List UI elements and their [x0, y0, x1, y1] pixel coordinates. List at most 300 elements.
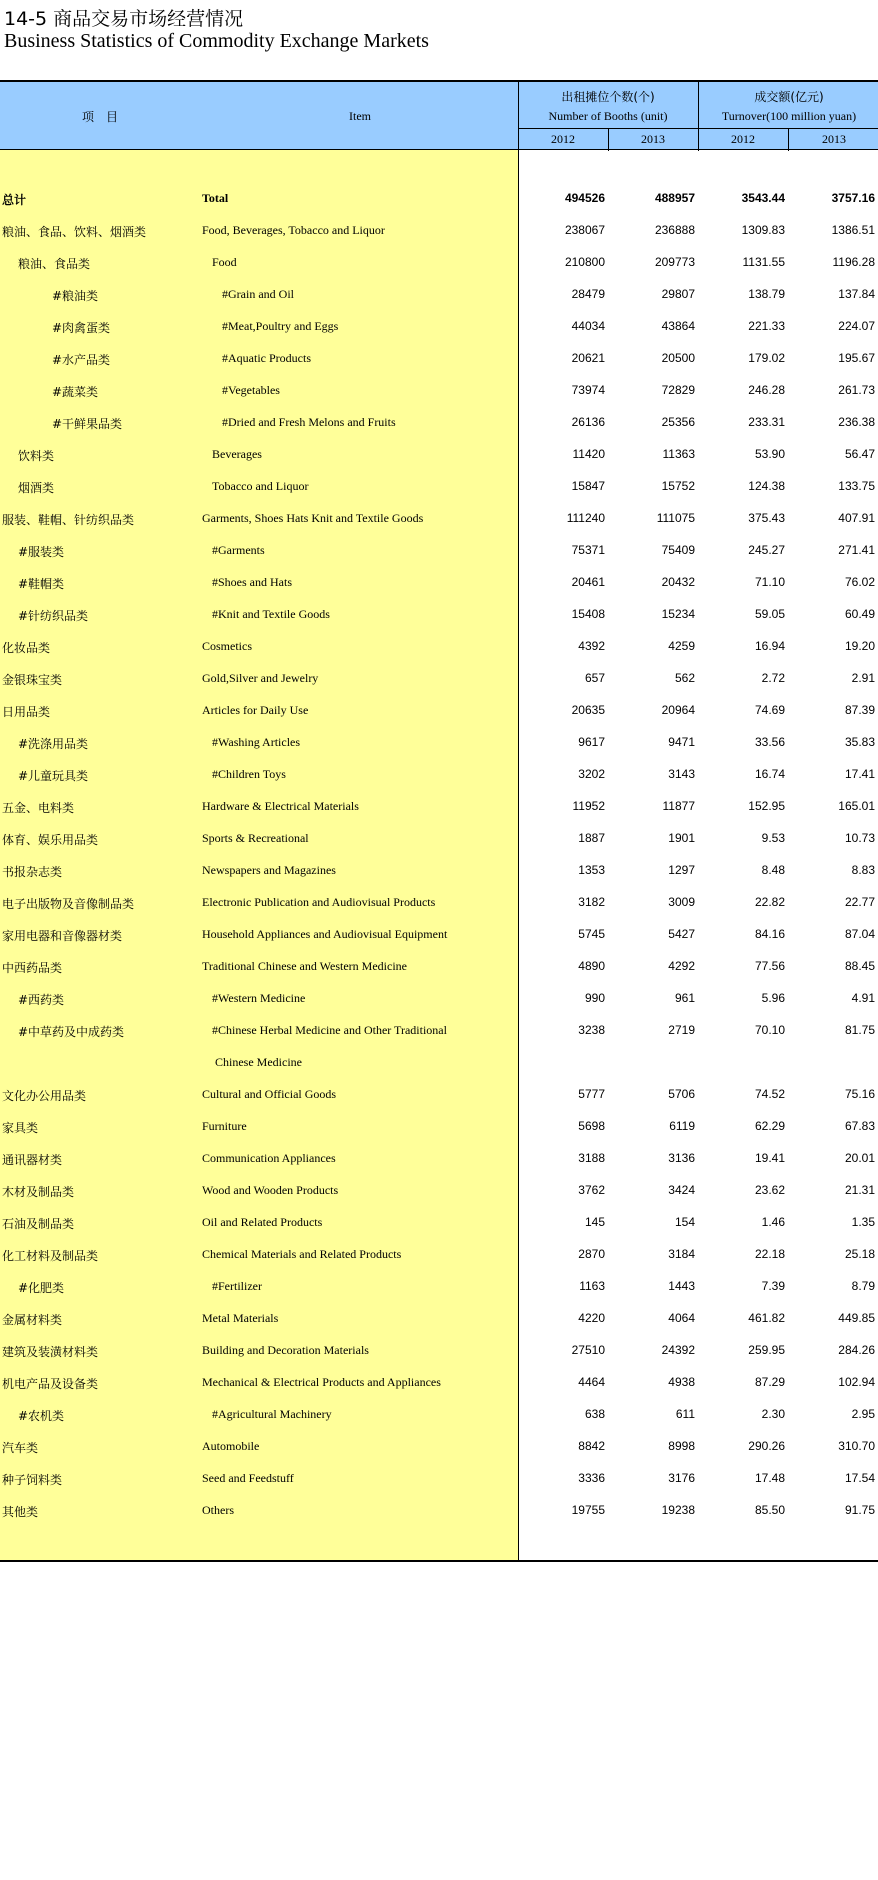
header-divider	[608, 128, 609, 151]
booths-2012-value: 238067	[564, 223, 605, 237]
booths-2013-value: 236888	[654, 223, 695, 237]
table-row	[0, 823, 878, 855]
booths-2013-value: 15234	[661, 607, 695, 621]
row-label-cn: 文化办公用品类	[2, 1089, 87, 1103]
booths-2013-value: 154	[674, 1215, 695, 1229]
booths-2012-value: 990	[584, 991, 605, 1005]
table-row	[0, 1303, 878, 1335]
row-label-en: Mechanical & Electrical Products and Appliances	[202, 1375, 441, 1389]
turnover-2013-value: 133.75	[838, 479, 875, 493]
turnover-2013-value: 87.04	[844, 927, 875, 941]
header-item-en: Item	[349, 109, 371, 123]
booths-2012-value: 26136	[571, 415, 605, 429]
booths-2012-value: 3762	[578, 1183, 605, 1197]
row-label-en: Building and Decoration Materials	[202, 1343, 369, 1357]
booths-2013-value: 20964	[661, 703, 695, 717]
turnover-2012-value: 290.26	[748, 1439, 785, 1453]
row-label-en: Total	[202, 191, 229, 205]
table-row	[0, 1143, 878, 1175]
booths-2012-value: 3188	[578, 1151, 605, 1165]
row-label-en: Gold,Silver and Jewelry	[202, 671, 319, 685]
turnover-2012-value: 179.02	[748, 351, 785, 365]
booths-2013-value: 29807	[661, 287, 695, 301]
booths-2013-value: 72829	[661, 383, 695, 397]
turnover-2012-value: 16.74	[754, 767, 785, 781]
table-row	[0, 343, 878, 375]
header-booths-cn: 出租摊位个数(个)	[561, 90, 655, 104]
turnover-2012-value: 2.72	[761, 671, 785, 685]
header-turnover-en: Turnover(100 million yuan)	[721, 109, 857, 123]
turnover-2013-value: 20.01	[844, 1151, 875, 1165]
turnover-2012-value: 85.50	[754, 1503, 785, 1517]
turnover-2012-value: 3543.44	[741, 191, 785, 205]
table-row	[0, 1175, 878, 1207]
header-item-cn: 项 目	[81, 110, 118, 124]
turnover-2013-value: 76.02	[844, 575, 875, 589]
row-label-cn: 书报杂志类	[2, 865, 63, 879]
row-label-en: #Children Toys	[212, 767, 286, 781]
turnover-2013-value: 271.41	[838, 543, 875, 557]
turnover-2013-value: 310.70	[838, 1439, 875, 1453]
booths-2013-value: 8998	[668, 1439, 695, 1453]
booths-2013-value: 3176	[668, 1471, 695, 1485]
header-turnover-cn: 成交额(亿元)	[754, 90, 824, 104]
turnover-2013-value: 35.83	[844, 735, 875, 749]
turnover-2012-value: 246.28	[748, 383, 785, 397]
turnover-2012-value: 1.46	[761, 1215, 785, 1229]
turnover-2013-value: 10.73	[844, 831, 875, 845]
booths-2012-value: 20461	[571, 575, 605, 589]
booths-2013-value: 562	[674, 671, 695, 685]
row-label-cn: #水产品类	[52, 353, 111, 367]
table-row	[0, 951, 878, 983]
table-header	[0, 80, 878, 150]
turnover-2013-value: 67.83	[844, 1119, 875, 1133]
header-year: 2012	[731, 132, 755, 146]
booths-2012-value: 3238	[578, 1023, 605, 1037]
turnover-2012-value: 259.95	[748, 1343, 785, 1357]
turnover-2012-value: 375.43	[748, 511, 785, 525]
booths-2012-value: 4392	[578, 639, 605, 653]
row-label-en: Electronic Publication and Audiovisual Products	[202, 895, 436, 909]
row-label-en: Automobile	[202, 1439, 260, 1453]
booths-2013-value: 2719	[668, 1023, 695, 1037]
booths-2013-value: 4292	[668, 959, 695, 973]
booths-2013-value: 4259	[668, 639, 695, 653]
turnover-2012-value: 461.82	[748, 1311, 785, 1325]
row-label-cn: #针纺织品类	[18, 609, 89, 623]
booths-2012-value: 44034	[571, 319, 605, 333]
row-label-cn: 五金、电料类	[2, 801, 75, 815]
turnover-2013-value: 137.84	[838, 287, 875, 301]
booths-2012-value: 15408	[571, 607, 605, 621]
table-row	[0, 439, 878, 471]
booths-2013-value: 1443	[668, 1279, 695, 1293]
row-label-en: #Grain and Oil	[222, 287, 294, 301]
row-label-cn: 服装、鞋帽、针纺织品类	[2, 513, 135, 527]
header-year: 2013	[822, 132, 846, 146]
row-label-en: Chinese Medicine	[215, 1055, 302, 1069]
turnover-2012-value: 124.38	[748, 479, 785, 493]
booths-2012-value: 20635	[571, 703, 605, 717]
turnover-2013-value: 8.79	[851, 1279, 875, 1293]
row-label-en: #Chinese Herbal Medicine and Other Traditional	[212, 1023, 447, 1037]
turnover-2013-value: 4.91	[851, 991, 875, 1005]
row-label-en: Hardware & Electrical Materials	[202, 799, 359, 813]
turnover-2013-value: 88.45	[844, 959, 875, 973]
booths-2013-value: 6119	[669, 1119, 695, 1133]
booths-2012-value: 20621	[571, 351, 605, 365]
row-label-en: Food	[212, 255, 237, 269]
row-label-cn: 体育、娱乐用品类	[2, 833, 99, 847]
booths-2012-value: 4890	[578, 959, 605, 973]
turnover-2013-value: 1196.28	[832, 255, 875, 269]
turnover-2013-value: 75.16	[844, 1087, 875, 1101]
booths-2013-value: 11877	[662, 799, 695, 813]
row-label-cn: #西药类	[18, 993, 65, 1007]
turnover-2013-value: 8.83	[851, 863, 875, 877]
turnover-2012-value: 71.10	[754, 575, 785, 589]
turnover-2013-value: 284.26	[838, 1343, 875, 1357]
row-label-cn: #农机类	[18, 1409, 65, 1423]
booths-2013-value: 20432	[661, 575, 695, 589]
row-label-en: Newspapers and Magazines	[202, 863, 336, 877]
turnover-2013-value: 102.94	[838, 1375, 875, 1389]
turnover-2012-value: 17.48	[754, 1471, 785, 1485]
table-row	[0, 663, 878, 695]
booths-2012-value: 9617	[578, 735, 605, 749]
turnover-2012-value: 53.90	[754, 447, 785, 461]
row-label-cn: #中草药及中成药类	[18, 1025, 125, 1039]
row-label-cn: #粮油类	[52, 289, 99, 303]
table-row	[0, 1239, 878, 1271]
booths-2012-value: 1163	[579, 1279, 605, 1293]
booths-2013-value: 961	[674, 991, 695, 1005]
table-row	[0, 535, 878, 567]
booths-2012-value: 1887	[578, 831, 605, 845]
booths-2013-value: 9471	[668, 735, 695, 749]
row-label-en: Metal Materials	[202, 1311, 279, 1325]
table-row	[0, 983, 878, 1015]
table-row	[0, 695, 878, 727]
turnover-2012-value: 74.69	[754, 703, 785, 717]
row-label-cn: 饮料类	[18, 449, 55, 463]
row-label-cn: 家用电器和音像器材类	[2, 929, 123, 943]
turnover-2012-value: 1309.83	[741, 223, 785, 237]
table-row	[0, 1335, 878, 1367]
header-year: 2013	[641, 132, 665, 146]
booths-2012-value: 2870	[578, 1247, 605, 1261]
row-label-cn: #蔬菜类	[52, 385, 99, 399]
table-row	[0, 855, 878, 887]
turnover-2013-value: 449.85	[838, 1311, 875, 1325]
row-label-en: Cosmetics	[202, 639, 252, 653]
turnover-2012-value: 74.52	[754, 1087, 785, 1101]
booths-2012-value: 73974	[571, 383, 605, 397]
row-label-en: #Knit and Textile Goods	[212, 607, 330, 621]
turnover-2013-value: 91.75	[844, 1503, 875, 1517]
booths-2013-value: 3136	[668, 1151, 695, 1165]
booths-2012-value: 27510	[571, 1343, 605, 1357]
table-row	[0, 887, 878, 919]
row-label-cn: 化工材料及制品类	[2, 1249, 99, 1263]
row-label-en: Food, Beverages, Tobacco and Liquor	[202, 223, 385, 237]
table-row	[0, 1079, 878, 1111]
booths-2013-value: 4938	[668, 1375, 695, 1389]
row-label-cn: 石油及制品类	[2, 1217, 75, 1231]
turnover-2013-value: 2.91	[851, 671, 875, 685]
row-label-cn: 种子饲料类	[2, 1473, 63, 1487]
turnover-2012-value: 84.16	[754, 927, 785, 941]
row-label-cn: #肉禽蛋类	[52, 321, 111, 335]
turnover-2012-value: 16.94	[754, 639, 785, 653]
row-label-cn: 家具类	[2, 1121, 39, 1135]
booths-2013-value: 75409	[661, 543, 695, 557]
booths-2013-value: 11363	[662, 447, 695, 461]
booths-2013-value: 611	[675, 1407, 695, 1421]
row-label-en: Beverages	[212, 447, 262, 461]
booths-2012-value: 5777	[578, 1087, 605, 1101]
turnover-2012-value: 7.39	[761, 1279, 785, 1293]
row-label-cn: 烟酒类	[18, 481, 55, 495]
turnover-2013-value: 195.67	[838, 351, 875, 365]
turnover-2012-value: 22.82	[754, 895, 785, 909]
turnover-2013-value: 407.91	[838, 511, 875, 525]
row-label-cn: 汽车类	[2, 1441, 39, 1455]
turnover-2013-value: 17.54	[844, 1471, 875, 1485]
table-row	[0, 1047, 878, 1079]
title-chinese: 14-5 商品交易市场经营情况	[4, 8, 244, 30]
row-label-en: #Garments	[212, 543, 265, 557]
table-row	[0, 375, 878, 407]
row-label-en: #Dried and Fresh Melons and Fruits	[222, 415, 396, 429]
row-label-cn: #服装类	[18, 545, 65, 559]
turnover-2013-value: 19.20	[844, 639, 875, 653]
table-row	[0, 791, 878, 823]
booths-2012-value: 4464	[578, 1375, 605, 1389]
row-label-en: #Washing Articles	[212, 735, 301, 749]
row-label-en: #Vegetables	[222, 383, 280, 397]
header-divider	[788, 128, 789, 151]
row-label-en: Traditional Chinese and Western Medicine	[202, 959, 407, 973]
turnover-2013-value: 87.39	[844, 703, 875, 717]
row-label-cn: 金属材料类	[2, 1313, 63, 1327]
row-label-en: Seed and Feedstuff	[202, 1471, 294, 1485]
booths-2013-value: 3184	[668, 1247, 695, 1261]
turnover-2012-value: 152.95	[748, 799, 785, 813]
turnover-2012-value: 33.56	[754, 735, 785, 749]
row-label-cn: 建筑及装潢材料类	[2, 1345, 99, 1359]
booths-2012-value: 3182	[578, 895, 605, 909]
booths-2013-value: 43864	[661, 319, 695, 333]
table-bottom-border	[0, 1560, 878, 1562]
row-label-cn: 金银珠宝类	[2, 673, 63, 687]
table-row	[0, 215, 878, 247]
table-row	[0, 1367, 878, 1399]
row-label-cn: 中西药品类	[2, 961, 63, 975]
booths-2012-value: 3336	[578, 1471, 605, 1485]
turnover-2013-value: 21.31	[844, 1183, 875, 1197]
table-row	[0, 311, 878, 343]
booths-2012-value: 5745	[578, 927, 605, 941]
booths-2013-value: 20500	[661, 351, 695, 365]
turnover-2012-value: 245.27	[748, 543, 785, 557]
booths-2012-value: 3202	[578, 767, 605, 781]
booths-2012-value: 11420	[572, 447, 605, 461]
table-row	[0, 1111, 878, 1143]
turnover-2012-value: 233.31	[748, 415, 785, 429]
turnover-2012-value: 1131.55	[742, 255, 785, 269]
header-divider	[698, 82, 699, 151]
table-row	[0, 1495, 878, 1527]
booths-2012-value: 15847	[571, 479, 605, 493]
row-label-en: #Meat,Poultry and Eggs	[222, 319, 339, 333]
turnover-2013-value: 25.18	[844, 1247, 875, 1261]
turnover-2012-value: 59.05	[754, 607, 785, 621]
row-label-cn: #化肥类	[18, 1281, 65, 1295]
table-row	[0, 407, 878, 439]
row-label-cn: 通讯器材类	[2, 1153, 63, 1167]
turnover-2013-value: 60.49	[844, 607, 875, 621]
booths-2012-value: 657	[584, 671, 605, 685]
turnover-2013-value: 1386.51	[831, 223, 875, 237]
row-label-en: Household Appliances and Audiovisual Equipment	[202, 927, 448, 941]
booths-2012-value: 5698	[578, 1119, 605, 1133]
turnover-2013-value: 2.95	[851, 1407, 875, 1421]
booths-2013-value: 488957	[654, 191, 695, 205]
turnover-2012-value: 70.10	[754, 1023, 785, 1037]
turnover-2012-value: 19.41	[754, 1151, 785, 1165]
table-row	[0, 727, 878, 759]
row-label-cn: #儿童玩具类	[18, 769, 89, 783]
row-label-en: Chemical Materials and Related Products	[202, 1247, 402, 1261]
turnover-2012-value: 22.18	[754, 1247, 785, 1261]
table-row	[0, 631, 878, 663]
turnover-2012-value: 77.56	[754, 959, 785, 973]
row-label-cn: 木材及制品类	[2, 1185, 75, 1199]
turnover-2012-value: 8.48	[761, 863, 785, 877]
booths-2013-value: 111075	[656, 511, 695, 525]
turnover-2013-value: 81.75	[844, 1023, 875, 1037]
row-label-cn: 化妆品类	[2, 641, 51, 655]
table-row	[0, 759, 878, 791]
turnover-2012-value: 9.53	[761, 831, 785, 845]
table-row	[0, 1207, 878, 1239]
table-row	[0, 183, 878, 215]
booths-2012-value: 1353	[578, 863, 605, 877]
table-row	[0, 1271, 878, 1303]
turnover-2012-value: 87.29	[754, 1375, 785, 1389]
row-label-en: #Aquatic Products	[222, 351, 311, 365]
booths-2013-value: 4064	[668, 1311, 695, 1325]
booths-2012-value: 11952	[572, 799, 605, 813]
row-label-en: #Shoes and Hats	[212, 575, 292, 589]
row-label-en: Articles for Daily Use	[202, 703, 309, 717]
booths-2013-value: 1297	[668, 863, 695, 877]
booths-2013-value: 209773	[654, 255, 695, 269]
row-label-en: Wood and Wooden Products	[202, 1183, 339, 1197]
row-label-cn: #洗涤用品类	[18, 737, 89, 751]
booths-2013-value: 15752	[661, 479, 695, 493]
booths-2013-value: 1901	[668, 831, 695, 845]
turnover-2012-value: 23.62	[754, 1183, 785, 1197]
turnover-2013-value: 165.01	[838, 799, 875, 813]
row-label-cn: 粮油、食品类	[18, 257, 91, 271]
row-label-cn: 机电产品及设备类	[2, 1377, 99, 1391]
row-label-en: Furniture	[202, 1119, 247, 1133]
turnover-2012-value: 221.33	[748, 319, 785, 333]
row-label-en: Cultural and Official Goods	[202, 1087, 337, 1101]
row-label-cn: 电子出版物及音像制品类	[2, 897, 135, 911]
booths-2012-value: 494526	[564, 191, 605, 205]
table-row	[0, 599, 878, 631]
booths-2013-value: 5706	[668, 1087, 695, 1101]
table-row	[0, 1463, 878, 1495]
booths-2013-value: 25356	[661, 415, 695, 429]
booths-2013-value: 19238	[661, 1503, 695, 1517]
table-row	[0, 1015, 878, 1047]
table-row	[0, 247, 878, 279]
table-row	[0, 503, 878, 535]
table-row	[0, 1431, 878, 1463]
booths-2012-value: 638	[584, 1407, 605, 1421]
booths-2013-value: 3424	[668, 1183, 695, 1197]
booths-2012-value: 8842	[578, 1439, 605, 1453]
booths-2012-value: 145	[584, 1215, 605, 1229]
turnover-2013-value: 22.77	[844, 895, 875, 909]
row-label-cn: #鞋帽类	[18, 577, 65, 591]
turnover-2013-value: 261.73	[838, 383, 875, 397]
row-label-en: Others	[202, 1503, 234, 1517]
table-row	[0, 567, 878, 599]
booths-2013-value: 3143	[668, 767, 695, 781]
booths-2012-value: 28479	[571, 287, 605, 301]
row-label-en: Oil and Related Products	[202, 1215, 323, 1229]
table-row	[0, 279, 878, 311]
turnover-2012-value: 138.79	[748, 287, 785, 301]
turnover-2012-value: 62.29	[754, 1119, 785, 1133]
booths-2013-value: 3009	[668, 895, 695, 909]
row-label-cn: 其他类	[2, 1505, 39, 1519]
row-label-en: #Fertilizer	[212, 1279, 262, 1293]
turnover-2013-value: 3757.16	[831, 191, 875, 205]
row-label-en: #Agricultural Machinery	[212, 1407, 332, 1421]
turnover-2012-value: 5.96	[761, 991, 785, 1005]
table-row	[0, 919, 878, 951]
row-label-en: Tobacco and Liquor	[212, 479, 309, 493]
title-english: Business Statistics of Commodity Exchange Markets	[4, 30, 429, 52]
row-label-en: Sports & Recreational	[202, 831, 309, 845]
row-label-cn: #干鲜果品类	[52, 417, 123, 431]
turnover-2013-value: 56.47	[844, 447, 875, 461]
row-label-en: Communication Appliances	[202, 1151, 336, 1165]
row-label-cn: 日用品类	[2, 705, 51, 719]
row-label-cn: 粮油、食品、饮料、烟酒类	[2, 225, 147, 239]
turnover-2013-value: 1.35	[851, 1215, 875, 1229]
statistics-table	[0, 80, 878, 1560]
row-label-en: Garments, Shoes Hats Knit and Textile Goods	[202, 511, 424, 525]
turnover-2013-value: 224.07	[838, 319, 875, 333]
table-row	[0, 1399, 878, 1431]
row-label-cn: 总计	[2, 193, 27, 207]
turnover-2013-value: 236.38	[838, 415, 875, 429]
turnover-2013-value: 17.41	[844, 767, 875, 781]
turnover-2012-value: 2.30	[761, 1407, 785, 1421]
booths-2012-value: 75371	[571, 543, 605, 557]
booths-2013-value: 5427	[668, 927, 695, 941]
row-label-en: #Western Medicine	[212, 991, 306, 1005]
booths-2012-value: 111240	[566, 511, 605, 525]
